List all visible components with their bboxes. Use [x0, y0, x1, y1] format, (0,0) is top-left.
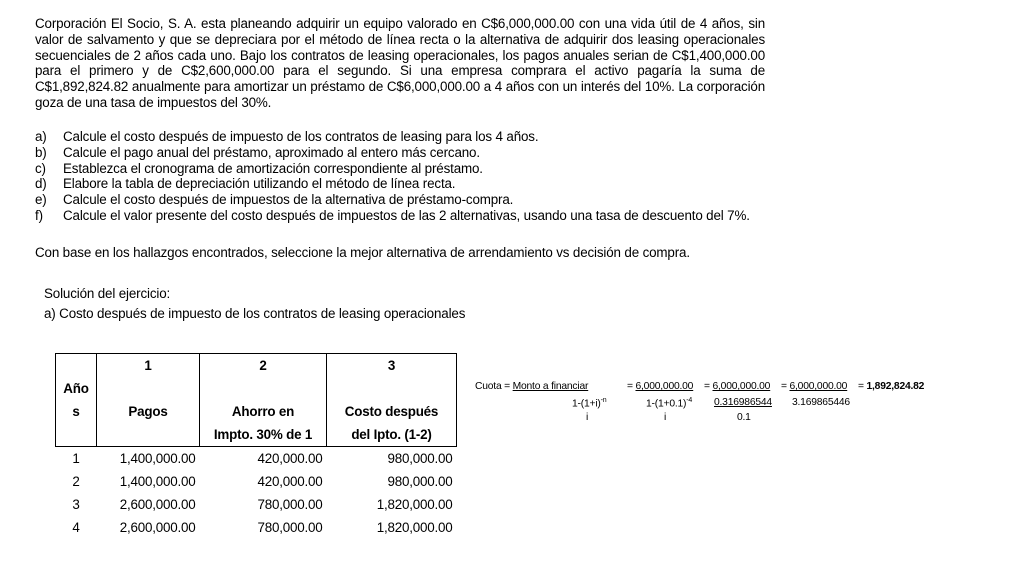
item-text: Calcule el costo después de impuestos de la alternativa de préstamo-compra. [63, 192, 514, 208]
item-marker: c) [35, 160, 46, 176]
savings-cell: 780,000.00 [257, 520, 323, 535]
solution-title: Solución del ejercicio: [44, 286, 171, 301]
savings-cell: 420,000.00 [257, 474, 323, 489]
item-text: Calcule el costo después de impuesto de los contratos de leasing para los 4 años. [63, 129, 539, 144]
question-list [35, 129, 765, 224]
header-cell: Costo después [327, 400, 457, 423]
formula-eq: = [704, 381, 713, 392]
item-marker: b) [35, 144, 47, 160]
formula-frac-base: 1-(1+i) [572, 398, 601, 410]
problem-statement: Corporación El Socio, S. A. esta planeando adquirir un equipo valorado en C$6,000,000.00 con una vida útil de 4 años, sin valor de salvamento y que se depreciara por el método de línea recta o la alternativa de adquirir dos leasing operacionales secuenciales de 2 años cada uno. Bajo los contratos de leasing operacionales, los pagos anuales serian de C$1,400,000.00 para el primero y de C$2,600,000.00 para el segundo. Si una empresa comprara el activo pagaría la suma de C$1,892,824.82 anualmente para amortizar un préstamo de C$6,000,000.00 a 4 años con un interés del 10%. La corporación goza de una tasa de impuestos del 30%. [35, 16, 765, 110]
formula-sub-den: i [664, 412, 667, 423]
cost-cell: 980,000.00 [387, 474, 453, 489]
list-item [35, 176, 765, 192]
table-header-row [56, 423, 457, 447]
header-cell: 3 [327, 354, 457, 378]
list-item [35, 129, 765, 145]
formula-value: 6,000,000.00 [712, 381, 771, 392]
formula-factor: 0.316986544 [714, 397, 772, 408]
table-row [56, 493, 457, 516]
header-cell: Ahorro en [200, 400, 327, 423]
item-marker: a) [35, 129, 47, 144]
header-cell: 1 [97, 354, 200, 378]
item-marker: f) [35, 207, 43, 223]
cost-cell: 980,000.00 [387, 451, 453, 466]
item-marker: d) [35, 176, 47, 192]
savings-cell: 780,000.00 [257, 497, 323, 512]
formula-result: 1,892,824.82 [866, 381, 925, 392]
table-row [56, 470, 457, 493]
header-cell: Año [56, 377, 97, 400]
conclusion-text: Con base en los hallazgos encontrados, seleccione la mejor alternativa de arrendamiento vs decisión de compra. [35, 245, 690, 260]
header-cell [327, 377, 457, 400]
table-header-row [56, 354, 457, 378]
list-item [35, 145, 765, 161]
table-row [56, 516, 457, 539]
formula-rate: 0.1 [737, 412, 751, 423]
formula-eq: = [627, 381, 636, 392]
formula-eq: = [781, 381, 790, 392]
payment-cell: 2,600,000.00 [119, 497, 196, 512]
item-marker: e) [35, 192, 47, 208]
formula-label: Cuota = [475, 381, 513, 392]
solution-part-a: a) Costo después de impuesto de los contratos de leasing operacionales [44, 306, 466, 321]
formula-eq: = [858, 381, 867, 392]
formula-value: 6,000,000.00 [635, 381, 694, 392]
year-cell: 4 [72, 520, 80, 535]
table-header-row [56, 377, 457, 400]
table-row [56, 447, 457, 471]
header-cell: Impto. 30% de 1 [200, 423, 327, 447]
table-header-row [56, 400, 457, 423]
header-cell: 2 [200, 354, 327, 378]
header-cell: del Ipto. (1-2) [327, 423, 457, 447]
formula-numerator: Monto a financiar [512, 381, 589, 392]
list-item [35, 192, 765, 208]
year-cell: 1 [72, 451, 80, 466]
header-cell [97, 377, 200, 400]
savings-cell: 420,000.00 [257, 451, 323, 466]
header-cell [56, 423, 97, 447]
list-item [35, 208, 765, 224]
header-cell: s [56, 400, 97, 423]
header-cell [97, 423, 200, 447]
item-text: Calcule el pago anual del préstamo, aproximado al entero más cercano. [63, 144, 480, 160]
list-item [35, 161, 765, 177]
formula-frac-exp: -n [600, 397, 607, 404]
formula-value: 6,000,000.00 [789, 381, 848, 392]
header-cell: Pagos [97, 400, 200, 423]
payment-cell: 1,400,000.00 [119, 474, 196, 489]
formula-sub-base: 1-(1+0.1) [646, 398, 687, 410]
header-cell [56, 354, 97, 378]
year-cell: 2 [72, 474, 80, 489]
payment-cell: 1,400,000.00 [119, 451, 196, 466]
item-text: Elabore la tabla de depreciación utilizando el método de línea recta. [63, 176, 456, 192]
payment-cell: 2,600,000.00 [119, 520, 196, 535]
formula-frac-den: i [586, 412, 589, 423]
formula-sub-exp: -4 [686, 397, 693, 404]
item-text: Calcule el valor presente del costo después de impuestos de las 2 alternativas, usando una tasa de descuento del 7%. [63, 207, 750, 223]
leasing-cost-table [55, 353, 457, 539]
cost-cell: 1,820,000.00 [376, 520, 453, 535]
cost-cell: 1,820,000.00 [376, 497, 453, 512]
formula-annuity: 3.169865446 [792, 397, 850, 408]
year-cell: 3 [72, 497, 80, 512]
item-text: Establezca el cronograma de amortización correspondiente al préstamo. [63, 160, 483, 176]
header-cell [200, 377, 327, 400]
